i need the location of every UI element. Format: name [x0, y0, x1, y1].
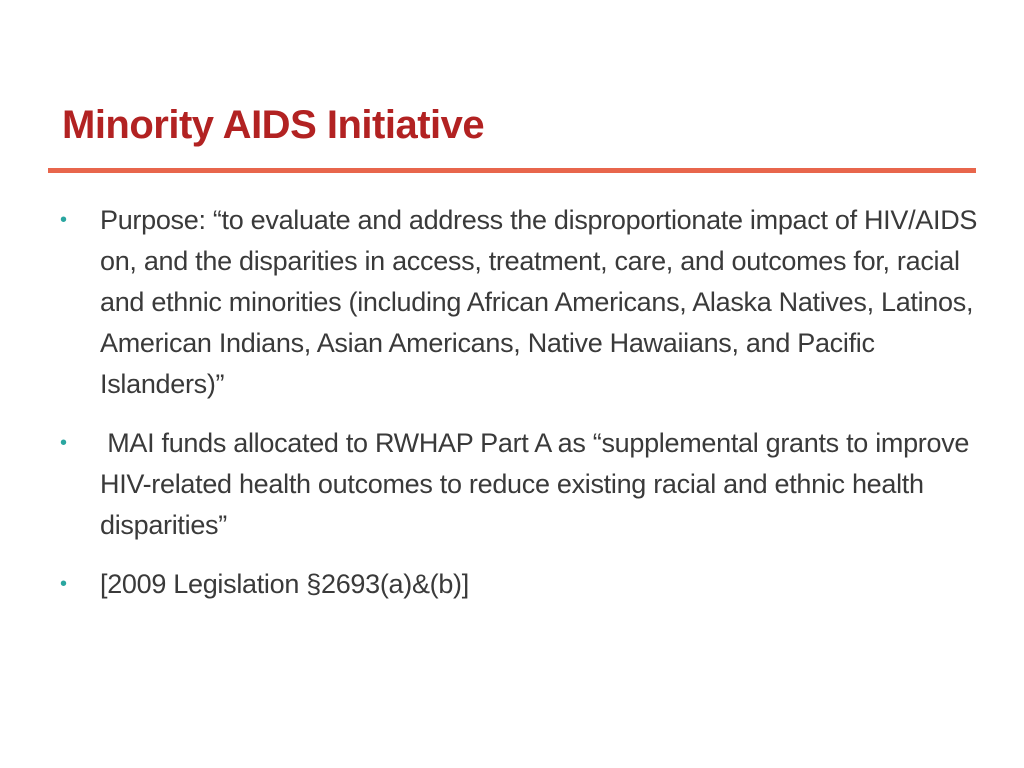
bullet-text: MAI funds allocated to RWHAP Part A as “supplemental grants to improve HIV-related health outcomes to reduce existing racial and ethnic health disparities” [100, 428, 970, 540]
bullet-item-legislation [60, 564, 980, 605]
bullet-item-purpose [60, 200, 980, 405]
bullet-list [60, 200, 980, 605]
bullet-dot-icon: • [60, 209, 67, 231]
bullet-text: [2009 Legislation §2693(a)&(b)] [100, 569, 469, 599]
slide-title: Minority AIDS Initiative [62, 103, 485, 147]
bullet-text: Purpose: “to evaluate and address the disproportionate impact of HIV/AIDS on, and the disparities in access, treatment, care, and outcomes for, racial and ethnic minorities (including African Americans, Alaska Natives, Latinos, American Indians, Asian Americans, Native Hawaiians, and Pacific Islanders)” [100, 205, 978, 399]
bullet-dot-icon: • [60, 432, 67, 454]
title-divider [48, 168, 976, 173]
bullet-item-mai-funds [60, 423, 980, 546]
bullet-dot-icon: • [60, 573, 67, 595]
